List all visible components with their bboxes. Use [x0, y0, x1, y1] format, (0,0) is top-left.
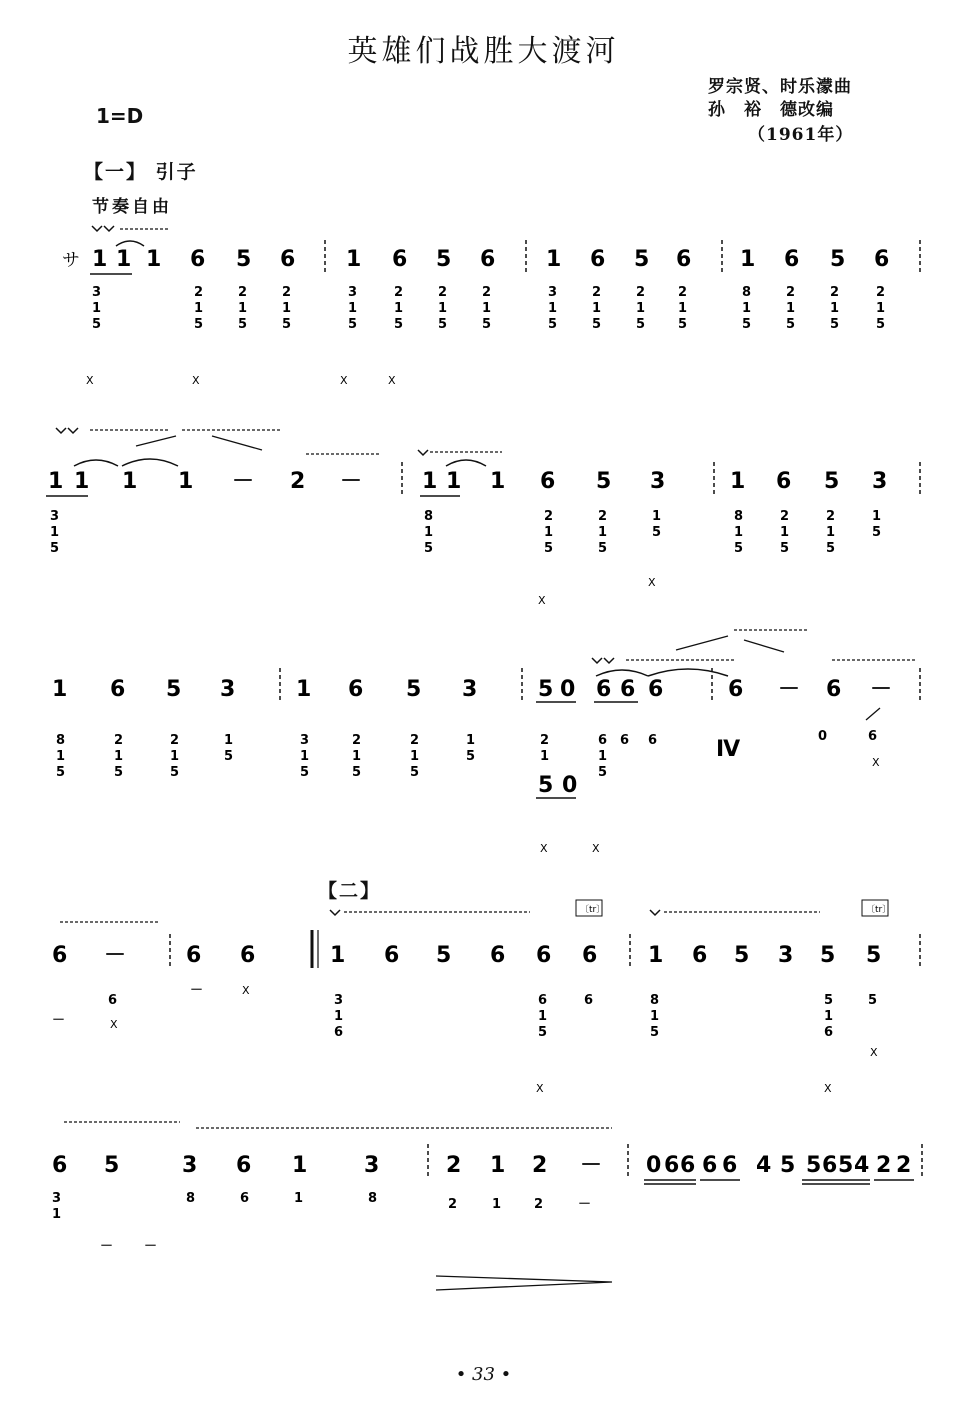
svg-text:1: 1: [734, 525, 744, 540]
svg-text:6: 6: [538, 993, 548, 1008]
svg-text:1: 1: [92, 301, 102, 316]
svg-text:－: －: [100, 1239, 114, 1254]
svg-text:X: X: [86, 374, 94, 387]
svg-text:3: 3: [650, 469, 666, 494]
svg-text:5: 5: [544, 541, 554, 556]
melody-note: 1: [92, 247, 108, 272]
svg-text:5: 5: [636, 317, 646, 332]
svg-text:5: 5: [410, 765, 420, 780]
svg-text:5: 5: [780, 1153, 796, 1178]
svg-text:1: 1: [538, 1009, 548, 1024]
svg-text:1: 1: [50, 525, 60, 540]
svg-text:2: 2: [194, 285, 204, 300]
svg-text:8: 8: [650, 993, 660, 1008]
accompaniment-row: [50, 509, 881, 556]
svg-text:5: 5: [224, 749, 234, 764]
svg-text:1: 1: [544, 525, 554, 540]
svg-text:5: 5: [650, 1025, 660, 1040]
credit-arranger: 孙 裕 德改编: [708, 100, 834, 120]
svg-text:X: X: [538, 594, 546, 607]
svg-text:1: 1: [348, 301, 358, 316]
svg-text:6: 6: [108, 993, 118, 1008]
svg-text:8: 8: [56, 733, 66, 748]
svg-text:X: X: [388, 374, 396, 387]
svg-text:1: 1: [482, 301, 492, 316]
svg-text:6: 6: [874, 247, 890, 272]
svg-text:1: 1: [352, 749, 362, 764]
svg-text:6: 6: [334, 1025, 344, 1040]
svg-text:5: 5: [838, 1153, 854, 1178]
system-5: [52, 1122, 922, 1290]
svg-text:1: 1: [334, 1009, 344, 1024]
svg-text:6: 6: [692, 943, 708, 968]
svg-text:6: 6: [392, 247, 408, 272]
svg-text:－: －: [190, 983, 204, 998]
svg-text:6: 6: [620, 677, 636, 702]
svg-text:6: 6: [702, 1153, 718, 1178]
svg-text:3: 3: [548, 285, 558, 300]
svg-text:6: 6: [728, 677, 744, 702]
svg-text:1: 1: [282, 301, 292, 316]
svg-text:3: 3: [92, 285, 102, 300]
svg-text:2: 2: [238, 285, 248, 300]
system-1: [62, 226, 920, 387]
svg-text:1: 1: [438, 301, 448, 316]
svg-text:1: 1: [422, 469, 438, 494]
svg-text:－: －: [340, 469, 363, 494]
svg-text:5: 5: [238, 317, 248, 332]
svg-text:1: 1: [194, 301, 204, 316]
svg-text:8: 8: [368, 1191, 378, 1206]
svg-text:1: 1: [636, 301, 646, 316]
svg-text:1: 1: [178, 469, 194, 494]
svg-text:5: 5: [872, 525, 882, 540]
svg-text:5: 5: [742, 317, 752, 332]
svg-text:6: 6: [110, 677, 126, 702]
svg-text:5: 5: [406, 677, 422, 702]
svg-text:1: 1: [830, 301, 840, 316]
svg-text:5: 5: [194, 317, 204, 332]
svg-text:X: X: [824, 1082, 832, 1095]
svg-text:－: －: [578, 1197, 592, 1212]
svg-text:2: 2: [544, 509, 554, 524]
svg-text:X: X: [648, 576, 656, 589]
svg-text:6: 6: [620, 733, 630, 748]
svg-text:1: 1: [826, 525, 836, 540]
svg-text:2: 2: [448, 1197, 458, 1212]
svg-text:2: 2: [532, 1153, 548, 1178]
svg-text:6: 6: [280, 247, 296, 272]
svg-text:5: 5: [806, 1153, 822, 1178]
svg-text:1: 1: [394, 301, 404, 316]
svg-text:1: 1: [652, 509, 662, 524]
svg-text:5: 5: [830, 247, 846, 272]
svg-text:3: 3: [334, 993, 344, 1008]
svg-text:8: 8: [734, 509, 744, 524]
svg-text:1: 1: [824, 1009, 834, 1024]
page-number: • 33 •: [455, 1364, 512, 1385]
svg-text:6: 6: [824, 1025, 834, 1040]
svg-text:1: 1: [490, 469, 506, 494]
svg-text:X: X: [110, 1018, 118, 1031]
svg-text:5: 5: [876, 317, 886, 332]
ornament-box: 〔tr〕: [580, 905, 606, 915]
svg-text:3: 3: [462, 677, 478, 702]
svg-text:5: 5: [548, 317, 558, 332]
svg-text:2: 2: [830, 285, 840, 300]
svg-text:1: 1: [780, 525, 790, 540]
svg-text:X: X: [540, 842, 548, 855]
svg-text:1: 1: [346, 247, 362, 272]
svg-text:6: 6: [584, 993, 594, 1008]
svg-text:6: 6: [52, 1153, 68, 1178]
svg-text:－: －: [104, 943, 127, 968]
svg-text:5: 5: [436, 943, 452, 968]
svg-text:1: 1: [446, 469, 462, 494]
svg-text:5: 5: [92, 317, 102, 332]
svg-text:5: 5: [348, 317, 358, 332]
svg-text:5: 5: [466, 749, 476, 764]
svg-text:2: 2: [876, 285, 886, 300]
svg-text:6: 6: [582, 943, 598, 968]
svg-text:1: 1: [52, 1207, 62, 1222]
svg-text:6: 6: [348, 677, 364, 702]
svg-text:X: X: [870, 1046, 878, 1059]
svg-text:2: 2: [394, 285, 404, 300]
svg-text:3: 3: [220, 677, 236, 702]
svg-text:3: 3: [872, 469, 888, 494]
svg-text:5: 5: [236, 247, 252, 272]
svg-text:1: 1: [466, 733, 476, 748]
svg-text:2: 2: [598, 509, 608, 524]
svg-text:1: 1: [492, 1197, 502, 1212]
svg-text:2: 2: [540, 733, 550, 748]
svg-text:5: 5: [734, 541, 744, 556]
svg-text:5: 5: [170, 765, 180, 780]
svg-text:2: 2: [410, 733, 420, 748]
svg-text:6: 6: [186, 943, 202, 968]
svg-text:5: 5: [394, 317, 404, 332]
svg-text:5: 5: [830, 317, 840, 332]
svg-text:2: 2: [282, 285, 292, 300]
svg-text:0: 0: [560, 677, 576, 702]
svg-text:3: 3: [50, 509, 60, 524]
svg-text:1: 1: [170, 749, 180, 764]
svg-text:1: 1: [410, 749, 420, 764]
svg-text:5: 5: [824, 993, 834, 1008]
svg-text:1: 1: [546, 247, 562, 272]
svg-text:1: 1: [294, 1191, 304, 1206]
system-3: [52, 630, 920, 855]
svg-text:5: 5: [166, 677, 182, 702]
svg-text:6: 6: [52, 943, 68, 968]
svg-text:2: 2: [876, 1153, 892, 1178]
svg-text:6: 6: [784, 247, 800, 272]
svg-text:5: 5: [538, 677, 554, 702]
svg-text:5: 5: [438, 317, 448, 332]
svg-text:8: 8: [424, 509, 434, 524]
svg-text:6: 6: [490, 943, 506, 968]
svg-text:6: 6: [236, 1153, 252, 1178]
svg-text:5: 5: [482, 317, 492, 332]
svg-text:1: 1: [292, 1153, 308, 1178]
svg-text:1: 1: [48, 469, 64, 494]
svg-text:1: 1: [592, 301, 602, 316]
system-2: [46, 428, 920, 607]
svg-text:X: X: [872, 756, 880, 769]
svg-text:6: 6: [676, 247, 692, 272]
svg-text:6: 6: [480, 247, 496, 272]
svg-text:1: 1: [872, 509, 882, 524]
svg-text:2: 2: [170, 733, 180, 748]
svg-text:1: 1: [114, 749, 124, 764]
svg-text:X: X: [592, 842, 600, 855]
svg-text:3: 3: [300, 733, 310, 748]
system-4: [52, 900, 920, 1095]
accompaniment-row: [92, 285, 885, 332]
svg-text:2: 2: [352, 733, 362, 748]
svg-text:1: 1: [786, 301, 796, 316]
svg-text:4: 4: [854, 1153, 870, 1178]
svg-text:1: 1: [490, 1153, 506, 1178]
svg-text:5: 5: [592, 317, 602, 332]
svg-text:6: 6: [776, 469, 792, 494]
svg-text:1: 1: [300, 749, 310, 764]
svg-text:1: 1: [742, 301, 752, 316]
svg-text:1: 1: [730, 469, 746, 494]
svg-text:－: －: [232, 469, 255, 494]
svg-text:1: 1: [648, 943, 664, 968]
svg-text:5: 5: [300, 765, 310, 780]
svg-text:X: X: [242, 984, 250, 997]
svg-text:－: －: [52, 1013, 66, 1028]
svg-text:〔tr〕: 〔tr〕: [866, 905, 892, 915]
svg-text:5: 5: [596, 469, 612, 494]
svg-text:6: 6: [648, 733, 658, 748]
svg-text:－: －: [870, 677, 893, 702]
svg-text:6: 6: [536, 943, 552, 968]
svg-text:6: 6: [590, 247, 606, 272]
percussion-marks: [86, 374, 396, 387]
svg-text:6: 6: [596, 677, 612, 702]
svg-text:5: 5: [56, 765, 66, 780]
melody-note: 1: [146, 247, 162, 272]
svg-text:5: 5: [598, 541, 608, 556]
svg-text:5: 5: [436, 247, 452, 272]
svg-text:5: 5: [780, 541, 790, 556]
svg-text:0: 0: [562, 773, 578, 798]
melody-note: 1: [116, 247, 132, 272]
svg-text:6: 6: [240, 1191, 250, 1206]
svg-text:6: 6: [240, 943, 256, 968]
piece-title: 英雄们战胜大渡河: [347, 34, 620, 69]
section-heading-1: 【一】 引子: [84, 161, 198, 183]
accompaniment-row: [52, 983, 877, 1040]
svg-text:8: 8: [186, 1191, 196, 1206]
svg-text:2: 2: [534, 1197, 544, 1212]
svg-text:1: 1: [122, 469, 138, 494]
svg-text:2: 2: [592, 285, 602, 300]
svg-text:2: 2: [290, 469, 306, 494]
svg-text:2: 2: [826, 509, 836, 524]
svg-text:6: 6: [868, 729, 878, 744]
svg-text:4: 4: [756, 1153, 772, 1178]
svg-text:5: 5: [826, 541, 836, 556]
svg-text:5: 5: [820, 943, 836, 968]
svg-text:6: 6: [540, 469, 556, 494]
svg-text:6: 6: [722, 1153, 738, 1178]
svg-text:0: 0: [646, 1153, 662, 1178]
svg-text:1: 1: [598, 525, 608, 540]
svg-text:1: 1: [540, 749, 550, 764]
svg-text:1: 1: [424, 525, 434, 540]
svg-text:2: 2: [896, 1153, 912, 1178]
svg-text:1: 1: [598, 749, 608, 764]
svg-text:5: 5: [114, 765, 124, 780]
svg-text:1: 1: [52, 677, 68, 702]
svg-text:5: 5: [786, 317, 796, 332]
svg-text:5: 5: [678, 317, 688, 332]
svg-text:X: X: [536, 1082, 544, 1095]
svg-text:5: 5: [282, 317, 292, 332]
roman-numeral-marking: Ⅳ: [716, 737, 741, 762]
svg-text:6: 6: [384, 943, 400, 968]
svg-text:2: 2: [446, 1153, 462, 1178]
svg-text:3: 3: [348, 285, 358, 300]
svg-text:1: 1: [876, 301, 886, 316]
accompaniment-row: [52, 1191, 591, 1254]
svg-text:6: 6: [190, 247, 206, 272]
svg-text:2: 2: [114, 733, 124, 748]
svg-text:5: 5: [352, 765, 362, 780]
svg-text:6: 6: [680, 1153, 696, 1178]
section-heading-2: 【二】: [318, 880, 382, 902]
svg-text:5: 5: [824, 469, 840, 494]
svg-text:X: X: [192, 374, 200, 387]
key-signature: 1=D: [96, 104, 144, 128]
svg-text:6: 6: [822, 1153, 838, 1178]
svg-text:1: 1: [74, 469, 90, 494]
svg-text:2: 2: [780, 509, 790, 524]
svg-text:3: 3: [364, 1153, 380, 1178]
svg-text:5: 5: [424, 541, 434, 556]
svg-text:1: 1: [740, 247, 756, 272]
svg-text:1: 1: [238, 301, 248, 316]
svg-text:2: 2: [482, 285, 492, 300]
svg-text:1: 1: [330, 943, 346, 968]
credit-composer: 罗宗贤、时乐濛曲: [708, 77, 852, 97]
svg-text:5: 5: [868, 993, 878, 1008]
svg-text:5: 5: [104, 1153, 120, 1178]
credit-year: （1961年）: [748, 125, 854, 145]
svg-text:6: 6: [664, 1153, 680, 1178]
sa-mark: サ: [62, 250, 80, 271]
svg-text:1: 1: [548, 301, 558, 316]
svg-text:－: －: [144, 1239, 158, 1254]
svg-text:－: －: [778, 677, 801, 702]
svg-text:2: 2: [786, 285, 796, 300]
svg-text:1: 1: [56, 749, 66, 764]
svg-text:5: 5: [634, 247, 650, 272]
svg-text:5: 5: [50, 541, 60, 556]
svg-text:6: 6: [598, 733, 608, 748]
svg-text:3: 3: [778, 943, 794, 968]
svg-text:6: 6: [826, 677, 842, 702]
svg-text:1: 1: [678, 301, 688, 316]
svg-text:5: 5: [866, 943, 882, 968]
svg-text:1: 1: [224, 733, 234, 748]
svg-text:5: 5: [734, 943, 750, 968]
svg-text:2: 2: [678, 285, 688, 300]
svg-text:－: －: [580, 1153, 603, 1178]
svg-text:3: 3: [52, 1191, 62, 1206]
tempo-marking: 节奏自由: [92, 197, 172, 217]
svg-text:2: 2: [438, 285, 448, 300]
svg-text:X: X: [340, 374, 348, 387]
svg-text:8: 8: [742, 285, 752, 300]
svg-text:5: 5: [652, 525, 662, 540]
accompaniment-row: [56, 729, 877, 780]
svg-text:2: 2: [636, 285, 646, 300]
svg-text:5: 5: [538, 773, 554, 798]
svg-text:0: 0: [818, 729, 828, 744]
svg-text:5: 5: [538, 1025, 548, 1040]
svg-text:3: 3: [182, 1153, 198, 1178]
svg-text:6: 6: [648, 677, 664, 702]
svg-text:1: 1: [650, 1009, 660, 1024]
svg-text:5: 5: [598, 765, 608, 780]
svg-text:1: 1: [296, 677, 312, 702]
